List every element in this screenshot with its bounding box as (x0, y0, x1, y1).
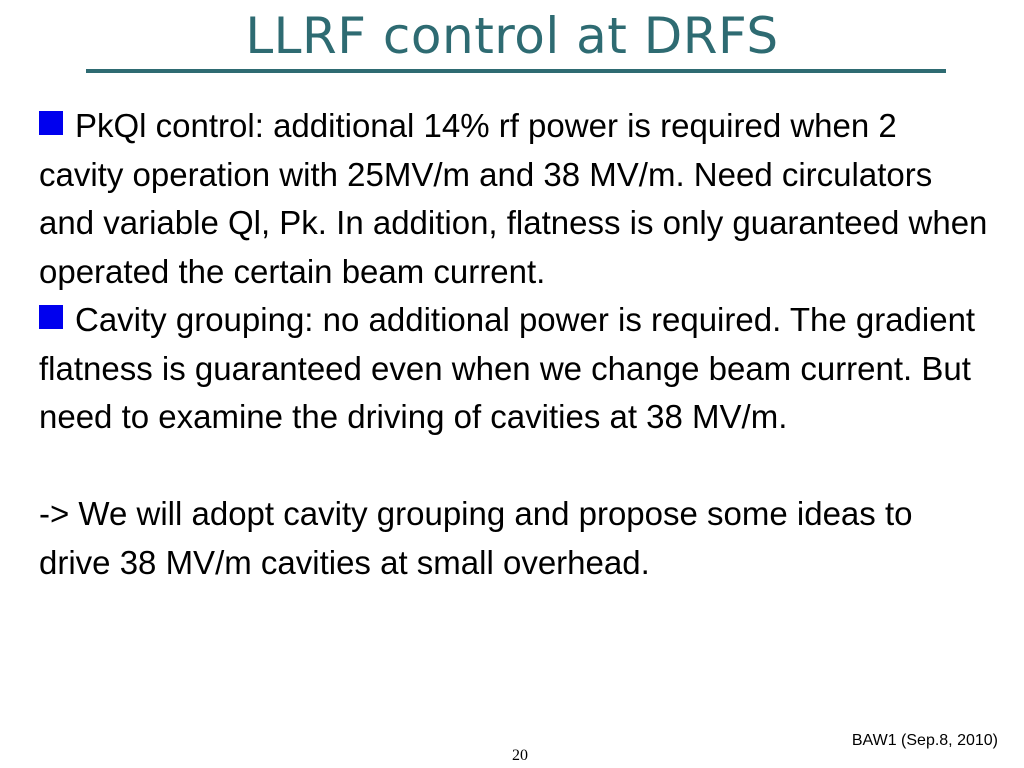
page-number: 20 (512, 747, 528, 764)
footer-credit: BAW1 (Sep.8, 2010) (851, 732, 998, 749)
bullet-item-cavity-grouping (39, 296, 989, 442)
bullet-text-pkql: PkQl control: additional 14% rf power is required when 2 cavity operation with 25MV/m and 38 MV/m. Need circulators and variable Ql, Pk. In addition, flatness is only guaranteed when operated the certain beam current. (39, 107, 988, 290)
square-bullet-icon (39, 305, 63, 329)
bullet-text-cavity-grouping: Cavity grouping: no additional power is required. The gradient flatness is guaranteed even when we change beam current. But need to examine the driving of cavities at 38 MV/m. (39, 301, 976, 435)
slide-body (39, 102, 989, 587)
title-underline (86, 69, 946, 73)
conclusion-text: -> We will adopt cavity grouping and propose some ideas to drive 38 MV/m cavities at small overhead. (39, 495, 913, 581)
paragraph-spacer (39, 442, 989, 491)
bullet-item-pkql (39, 102, 989, 296)
square-bullet-icon (39, 111, 63, 135)
slide-title: LLRF control at DRFS (245, 7, 779, 65)
